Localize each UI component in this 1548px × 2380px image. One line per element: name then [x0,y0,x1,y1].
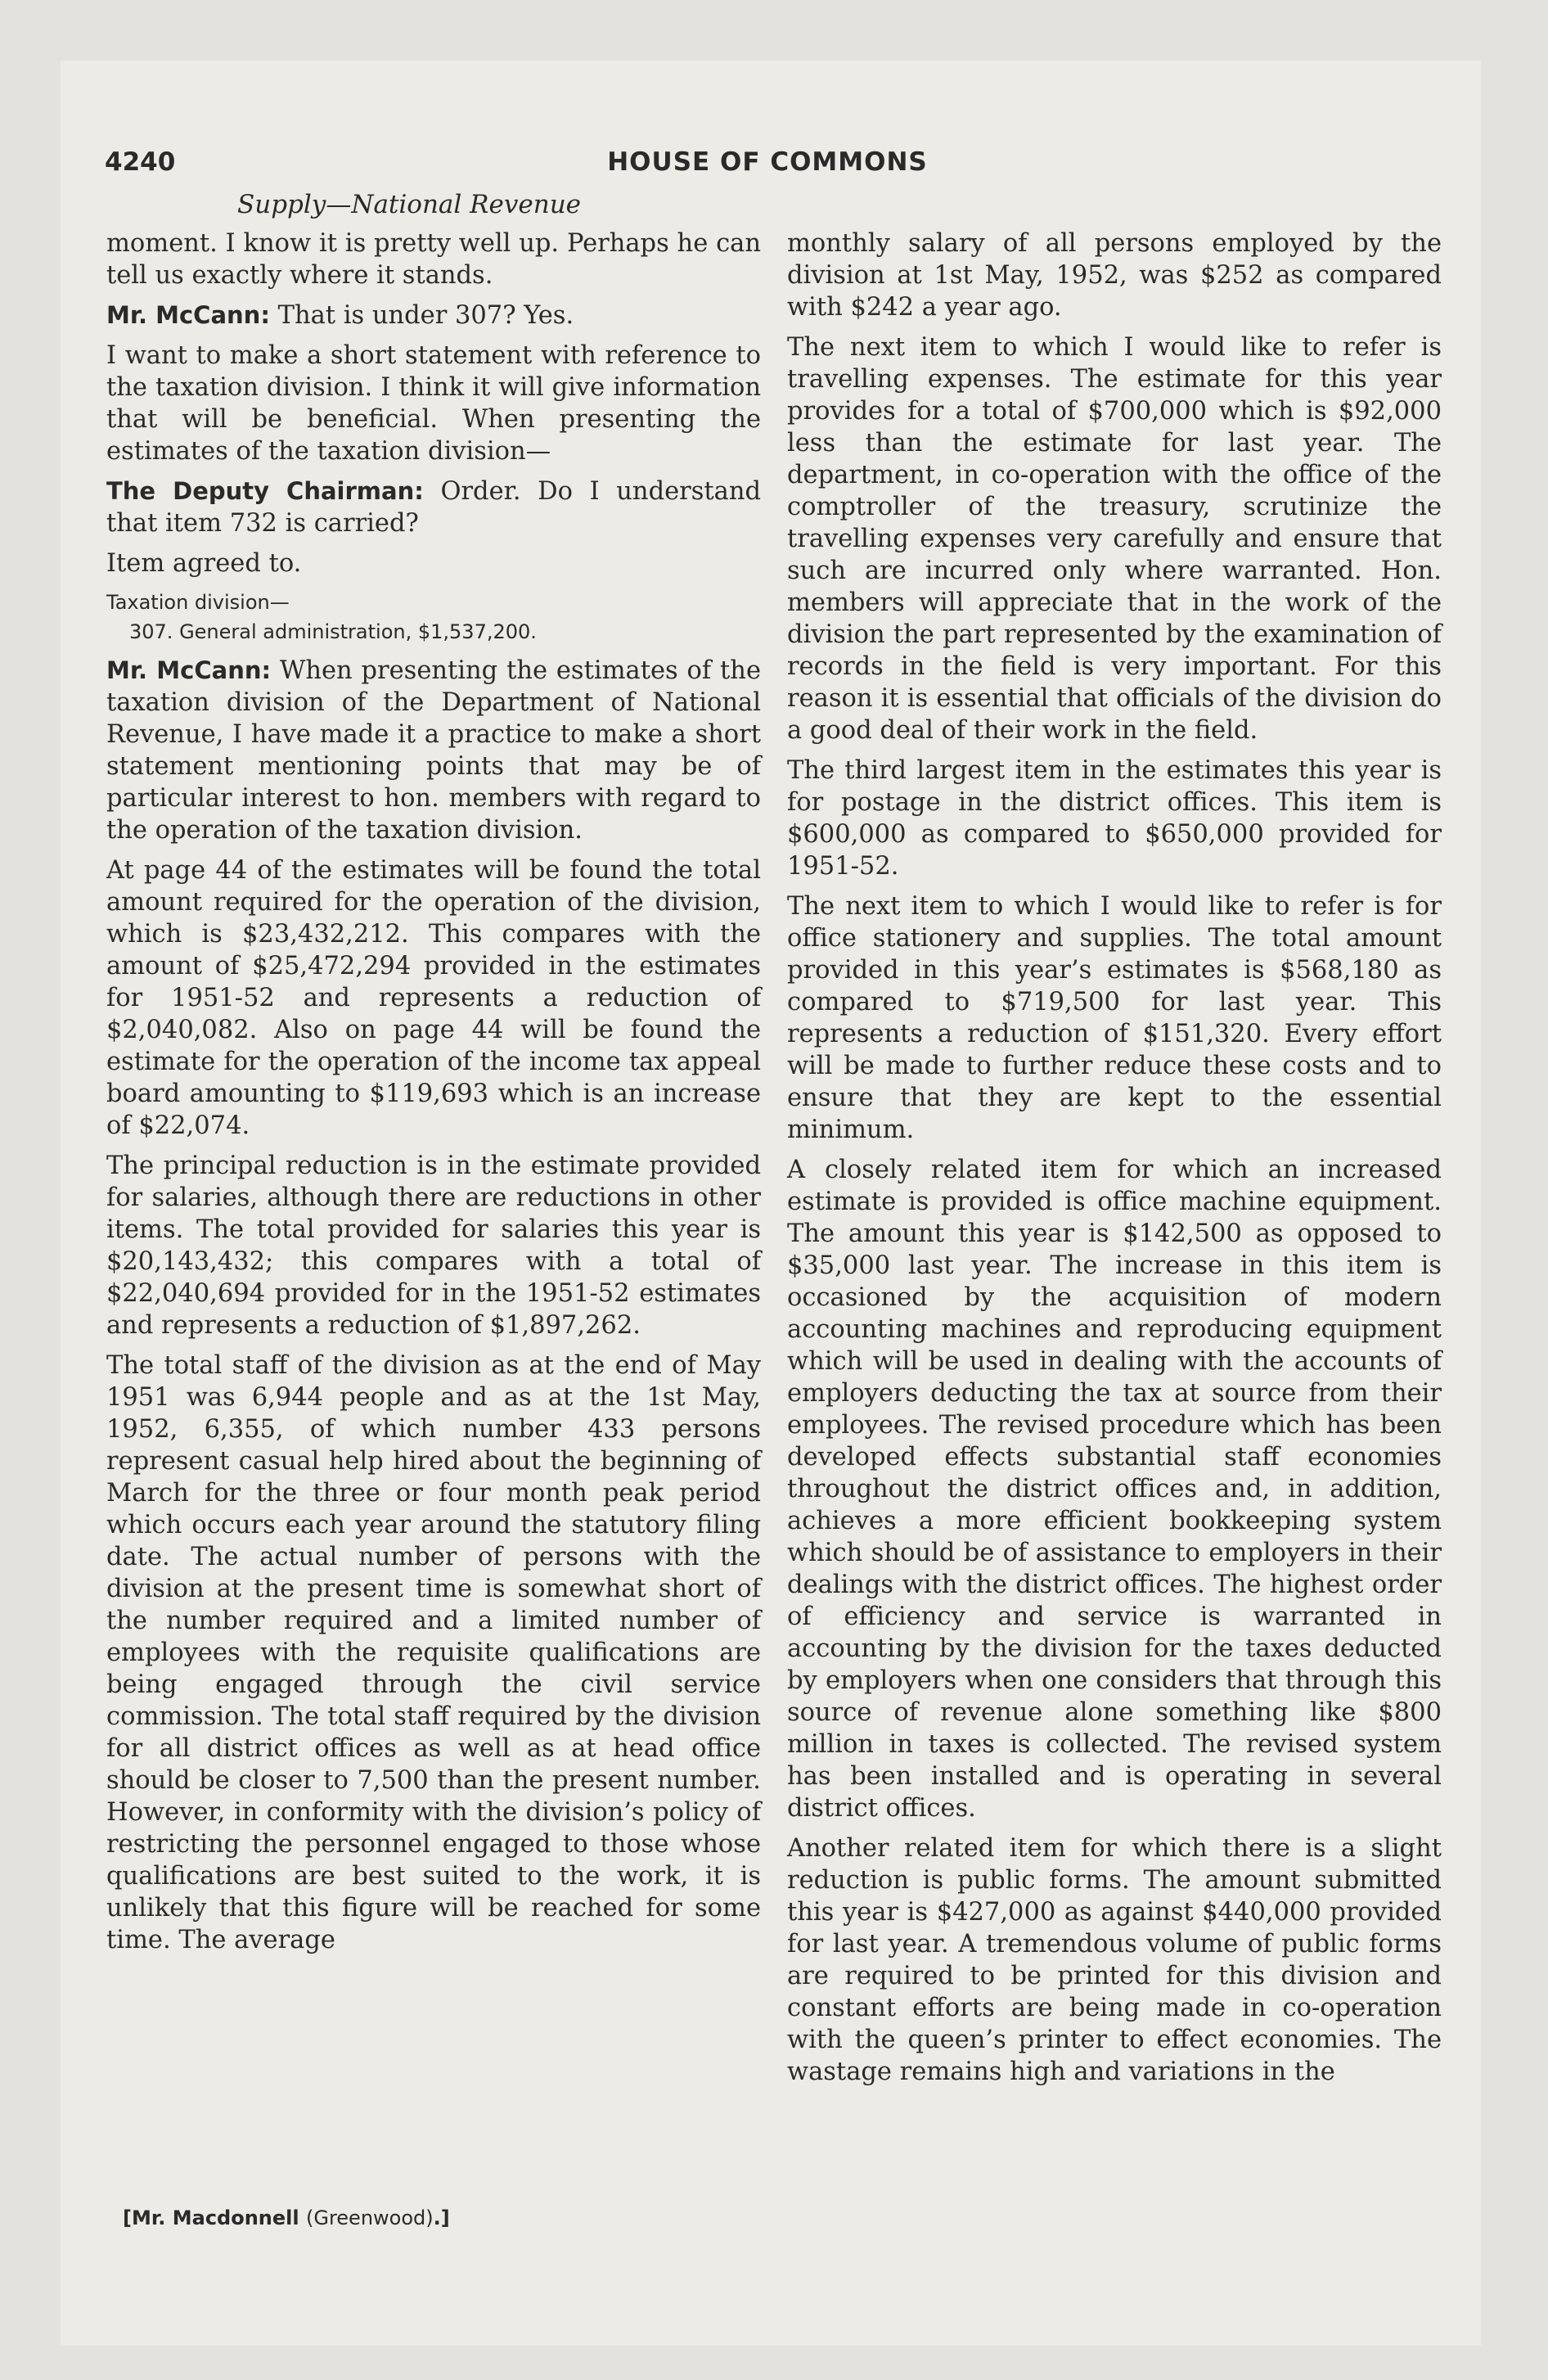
bracket: [ [123,2206,132,2229]
page-header [105,147,1430,187]
page-number: 4240 [105,147,176,177]
paragraph: The principal reduction is in the estimate provided for salaries, although there are reductions in other items. The total provided for salaries this year is $20,143,432; this compares with a total of $22,040,694 provided for in the 1951-52 estimates and represents a reduction of $1,897,262. [106,1152,761,1340]
paragraph: moment. I know it is pretty well up. Perhaps he can tell us exactly where it stands. [106,229,761,290]
paragraph: The third largest item in the estimates this year is for postage in the district offices. This item is $600,000 as compared to $650,000 provided for 1951-52. [787,756,1442,881]
paragraph [106,300,761,331]
footer-riding: (Greenwood) [305,2206,434,2229]
paragraph: The next item to which I would like to refer is travelling expenses. The estimate for this year provides for a total of $700,000 which is $92,000 less than the estimate for last year. The department, in co-operation with the office of the comptroller of the treasury, scrutinize the travelling expenses very carefully and ensure that such are incurred only where warranted. Hon. members will appreciate that in the work of the division the part represented by the examination of records in the field is very important. For this reason it is essential that officials of the division do a good deal of their work in the field. [787,333,1442,745]
paragraph: The total staff of the division as at the end of May 1951 was 6,944 people and as at the 1st May, 1952, 6,355, of which number 433 persons represent casual help hired about the beginning of March for the three or four month peak period which occurs each year around the statutory filing date. The actual number of persons with the division at the present time is somewhat short of the number required and a limited number of employees with the requisite qualifications are being engaged through the civil service commission. The total staff required by the division for all district offices as well as at head office should be closer to 7,500 than the present number. However, in conformity with the division’s policy of restricting the personnel engaged to those whose qualifications are best suited to the work, it is unlikely that this figure will be reached for some time. The average [106,1351,761,1954]
paragraph: A closely related item for which an increased estimate is provided is office machine equipment. The amount this year is $142,500 as opposed to $35,000 last year. The increase in this item is occasioned by the acquisition of modern accounting machines and reproducing equipment which will be used in dealing with the accounts of employers deducting the tax at source from their employees. The revised procedure which has been developed effects substantial staff economies throughout the district offices and, in addition, achieves a more efficient bookkeeping system which should be of assistance to employers in their dealings with the district offices. The highest order of efficiency and service is warranted in accounting by the division for the taxes deducted by employers when one considers that through this source of revenue alone something like $800 million in taxes is collected. The revised system has been installed and is operating in several district offices. [787,1156,1442,1823]
page-title: HOUSE OF COMMONS [607,147,928,177]
footer-speaker: Mr. Macdonnell [131,2206,299,2229]
paragraph: I want to make a short statement with reference to the taxation division. I think it will give information that will be beneficial. When presenting the estimates of the taxation division— [106,341,761,466]
estimate-item: 307. General administration, $1,537,200. [129,620,537,643]
paragraph: The next item to which I would like to refer is for office stationery and supplies. The total amount provided in this year’s estimates is $568,180 as compared to $719,500 for last year. This represents a reduction of $151,320. Every effort will be made to further reduce these costs and to ensure that they are kept to the essential minimum. [787,892,1442,1144]
division-heading: Taxation division— [106,591,290,614]
speaker-name: Mr. McCann: [106,301,270,329]
section-subhead: Supply—National Revenue [237,190,581,219]
paragraph: monthly salary of all persons employed by the division at 1st May, 1952, was $252 as compared with $242 a year ago. [787,229,1442,322]
bracket: .] [433,2206,450,2229]
speech-text: When presenting the estimates of the taxation division of the Department of National Revenue, I have made it a practice to make a short statement mentioning points that may be of particular interest to hon. members with regard to the operation of the taxation division. [106,656,761,845]
paragraph: At page 44 of the estimates will be found the total amount required for the operation of the division, which is $23,432,212. This compares with the amount of $25,472,294 provided in the estimates for 1951-52 and represents a reduction of $2,040,082. Also on page 44 will be found the estimate for the operation of the income tax appeal board amounting to $119,693 which is an increase of $22,074. [106,856,761,1140]
speech-text: That is under 307? Yes. [269,301,574,330]
paragraph: Another related item for which there is a slight reduction is public forms. The amount submitted this year is $427,000 as against $440,000 provided for last year. A tremendous volume of public forms are required to be printed for this division and constant efforts are being made in co-operation with the queen’s printer to effect economies. The wastage remains high and variations in the [787,1834,1442,2086]
speaker-name: The Deputy Chairman: [106,477,424,505]
paragraph [106,655,761,846]
paragraph [106,476,761,539]
right-column [787,228,1442,2096]
footer-speaker-note [123,2206,450,2229]
speech-text: Order. Do I understand that item 732 is carried? [106,477,761,538]
speaker-name: Mr. McCann: [106,656,272,684]
left-column [106,228,761,1964]
item-agreed-note: Item agreed to. [106,549,302,578]
